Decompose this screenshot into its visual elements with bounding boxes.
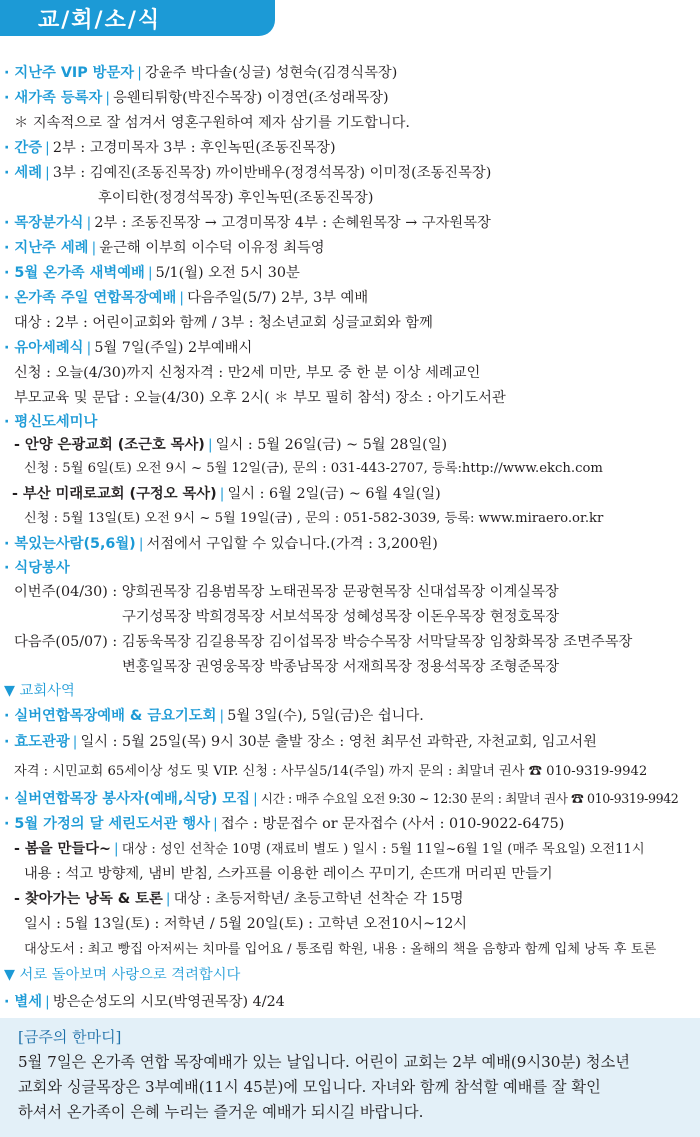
item-vip: · 지난주 VIP 방문자 | 강윤주 박다솔(싱글) 성현숙(김경식목장) [4, 65, 398, 81]
item-union-target: 대상 : 2부 : 어린이교회와 함께 / 3부 : 청소년교회 싱글교회와 함께 [14, 315, 433, 331]
item-text: 일시 : 5월 25일(목) 9시 30분 출발 장소 : 영천 최무선 과학관, 자천교회, 임고서원 [80, 734, 597, 750]
item-label: 실버연합목장 봉사자(예배,식당) 모집 [14, 791, 251, 807]
item-label: 새가족 등록자 [14, 90, 103, 106]
item-text: 강윤주 박다솔(싱글) 성현숙(김경식목장) [144, 65, 398, 81]
item-label: 간증 [14, 140, 43, 156]
item-label: 복있는사람(5,6월) [14, 536, 136, 552]
item-union: · 온가족 주일 연합목장예배 | 다음주일(5/7) 2부, 3부 예배 [4, 290, 369, 306]
seminar-a-name: - 안양 은광교회 (조근호 목사) [14, 437, 205, 453]
header-tab [0, 0, 275, 36]
library-spring-content: 내용 : 석고 방향제, 냄비 받침, 스카프를 이용한 레이스 꾸미기, 손뜨개 머리핀 만들기 [24, 866, 553, 882]
church-library: · 5월 가정의 달 세린도서관 행사 | 접수 : 방문접수 or 문자접수 (사서 : 010-9022-6475) [4, 816, 565, 832]
item-seminar: · 평신도세미나 [4, 414, 98, 430]
weekly-word-title: [금주의 한마디] [18, 1028, 122, 1046]
item-text: 2부 : 고경미목자 3부 : 후인녹띤(조동진목장) [52, 140, 336, 156]
item-label: 효도관광 [14, 734, 70, 750]
item-label: 목장분가식 [14, 215, 84, 231]
section-church: ▼ 교회사역 [4, 683, 75, 699]
item-text: 5월 7일(주일) 2부예배시 [94, 340, 253, 356]
seminar-a-text: 일시 : 5월 26일(금) ~ 5월 28일(일) [215, 437, 448, 453]
item-dawn: · 5월 온가족 새벽예배 | 5/1(월) 오전 5시 30분 [4, 265, 300, 281]
item-text: 2부 : 조동진목장 → 고경미목장 4부 : 손혜원목장 → 구자원목장 [94, 215, 491, 231]
item-blessed: · 복있는사람(5,6월) | 서점에서 구입할 수 있습니다.(가격 : 3,200원) [4, 536, 438, 552]
seminar-b-apply: 신청 : 5월 13일(토) 오전 9시 ~ 5월 19일(금) , 문의 : 051-582-3039, 등록: www.miraero.or.kr [24, 511, 604, 526]
library-spring: - 봄을 만들다~ | 대상 : 성인 선착순 10명 (재료비 별도 ) 일시 : 5월 11일~6월 1일 (매주 목요일) 오전11시 [14, 841, 645, 857]
item-label: 5월 가정의 달 세린도서관 행사 [14, 816, 211, 832]
item-newfam: · 새가족 등록자 | 응웬티튀항(박진수목장) 이경연(조성래목장) [4, 90, 389, 106]
church-silver: · 실버연합목장예배 & 금요기도회 | 5월 3일(수), 5일(금)은 쉽니다. [4, 708, 424, 724]
item-label: 별세 [14, 994, 43, 1010]
weekly-word-line: 하셔서 온가족이 은혜 누리는 즐거운 예배가 되시길 바랍니다. [18, 1103, 424, 1121]
meal-this-week: 이번주(04/30) : 양희권목장 김용범목장 노태권목장 문광현목장 신대섭목장 이계실목장 [14, 584, 559, 600]
seminar-b: - 부산 미래로교회 (구정오 목사) | 일시 : 6월 2일(금) ~ 6월 4일(일) [12, 486, 441, 502]
section-encourage: ▼ 서로 돌아보며 사랑으로 격려합시다 [4, 967, 241, 983]
item-text: 다음주일(5/7) 2부, 3부 예배 [187, 290, 369, 306]
weekly-word-line: 교회와 싱글목장은 3부예배(11시 45분)에 모입니다. 자녀와 함께 참석할 예배를 잘 확인 [18, 1078, 601, 1096]
church-volunteer: · 실버연합목장 봉사자(예배,식당) 모집 | 시간 : 매주 수요일 오전 9:30 ~ 12:30 문의 : 최말녀 권사 ☎ 010-9319-9942 [4, 791, 679, 807]
item-text: 서점에서 구입할 수 있습니다.(가격 : 3,200원) [146, 536, 438, 552]
item-infant: · 유아세례식 | 5월 7일(주일) 2부예배시 [4, 340, 253, 356]
item-text: 5월 3일(수), 5일(금)은 쉽니다. [227, 708, 424, 724]
church-hyodo: · 효도관광 | 일시 : 5월 25일(목) 9시 30분 출발 장소 : 영천 최무선 과학관, 자천교회, 임고서원 [4, 734, 597, 750]
item-lastbaptism: · 지난주 세례 | 윤근해 이부희 이수덕 이유정 최득영 [4, 240, 325, 256]
item-split: · 목장분가식 | 2부 : 조동진목장 → 고경미목장 4부 : 손혜원목장 → 구자원목장 [4, 215, 491, 231]
weekly-word-box [0, 1018, 700, 1137]
seminar-a-apply: 신청 : 5월 6일(토) 오전 9시 ~ 5월 12일(금), 문의 : 031-443-2707, 등록:http://www.ekch.com [24, 461, 603, 476]
weekly-word-line: 5월 7일은 온가족 연합 목장예배가 있는 날입니다. 어린이 교회는 2부 예배(9시30분) 청소년 [18, 1053, 630, 1071]
meal-next-week-cont: 변홍일목장 권영웅목장 박종남목장 서재희목장 정용석목장 조형준목장 [122, 659, 560, 675]
library-spring-text: 대상 : 성인 선착순 10명 (재료비 별도 ) 일시 : 5월 11일~6월 1일 (매주 목요일) 오전11시 [121, 842, 645, 857]
library-read-date: 일시 : 5월 13일(토) : 저학년 / 5월 20일(토) : 고학년 오전10시~12시 [24, 916, 468, 932]
item-text: 5/1(월) 오전 5시 30분 [155, 265, 300, 281]
item-text: 시간 : 매주 수요일 오전 9:30 ~ 12:30 문의 : 최말녀 권사 ☎ 010-9319-9942 [260, 791, 679, 806]
seminar-b-name: - 부산 미래로교회 (구정오 목사) [12, 486, 217, 502]
library-read-book: 대상도서 : 최고 빵집 아저씨는 치마를 입어요 / 통조림 학원, 내용 : 올해의 책을 음향과 함께 입체 낭독 후 토론 [24, 942, 657, 957]
item-text: 윤근해 이부희 이수덕 이유정 최득영 [99, 240, 325, 256]
meal-this-week-cont: 구기성목장 박희경목장 서보석목장 성혜성목장 이돈우목장 현정호목장 [122, 609, 560, 625]
library-read: - 찾아가는 낭독 & 토론 | 대상 : 초등저학년/ 초등고학년 선착순 각 15명 [14, 891, 464, 907]
seminar-a: - 안양 은광교회 (조근호 목사) | 일시 : 5월 26일(금) ~ 5월 28일(일) [14, 437, 448, 453]
church-hyodo-detail: 자격 : 시민교회 65세이상 성도 및 VIP. 신청 : 사무실5/14(주일) 까지 문의 : 최말녀 권사 ☎ 010-9319-9942 [14, 764, 648, 779]
item-text: 응웬티튀항(박진수목장) 이경연(조성래목장) [113, 90, 389, 106]
meal-next-week: 다음주(05/07) : 김동욱목장 김길용목장 김이섭목장 박승수목장 서막달목장 임창화목장 조면주목장 [14, 634, 633, 650]
item-text: 3부 : 김예진(조동진목장) 까이반배우(정경석목장) 이미정(조동진목장) [52, 165, 492, 181]
item-label: 지난주 VIP 방문자 [14, 65, 135, 81]
item-label: 평신도세미나 [14, 414, 98, 430]
item-infant-edu: 부모교육 및 문답 : 오늘(4/30) 오후 2시( ＊ 부모 필히 참석) 장소 : 아기도서관 [14, 390, 506, 406]
item-text: 접수 : 방문접수 or 문자접수 (사서 : 010-9022-6475) [220, 816, 565, 832]
item-ganjeung: · 간증 | 2부 : 고경미목자 3부 : 후인녹띤(조동진목장) [4, 140, 336, 156]
item-label: 유아세례식 [14, 340, 84, 356]
item-meal: · 식당봉사 [4, 560, 70, 576]
item-label: 5월 온가족 새벽예배 [14, 265, 145, 281]
item-baptism-cont: 후이티한(정경석목장) 후인녹띤(조동진목장) [98, 190, 374, 206]
seminar-b-text: 일시 : 6월 2일(금) ~ 6월 4일(일) [227, 486, 441, 502]
library-read-name: - 찾아가는 낭독 & 토론 [14, 891, 163, 907]
item-label: 실버연합목장예배 & 금요기도회 [14, 708, 217, 724]
item-text: 방은순성도의 시모(박영권목장) 4/24 [52, 994, 285, 1010]
page-title: 교/회/소/식 [38, 8, 162, 33]
item-label: 지난주 세례 [14, 240, 89, 256]
library-spring-name: - 봄을 만들다~ [14, 841, 111, 857]
item-baptism: · 세례 | 3부 : 김예진(조동진목장) 까이반배우(정경석목장) 이미정(조동진목장) [4, 165, 492, 181]
library-read-text: 대상 : 초등저학년/ 초등고학년 선착순 각 15명 [173, 891, 464, 907]
item-newfam-note: ＊ 지속적으로 잘 섬겨서 영혼구원하여 제자 삼기를 기도합니다. [14, 115, 410, 131]
item-funeral: · 별세 | 방은순성도의 시모(박영권목장) 4/24 [4, 994, 285, 1010]
item-label: 세례 [14, 165, 43, 181]
item-label: 온가족 주일 연합목장예배 [14, 290, 177, 306]
item-label: 식당봉사 [14, 560, 70, 576]
item-infant-apply: 신청 : 오늘(4/30)까지 신청자격 : 만2세 미만, 부모 중 한 분 이상 세례교인 [14, 365, 481, 381]
